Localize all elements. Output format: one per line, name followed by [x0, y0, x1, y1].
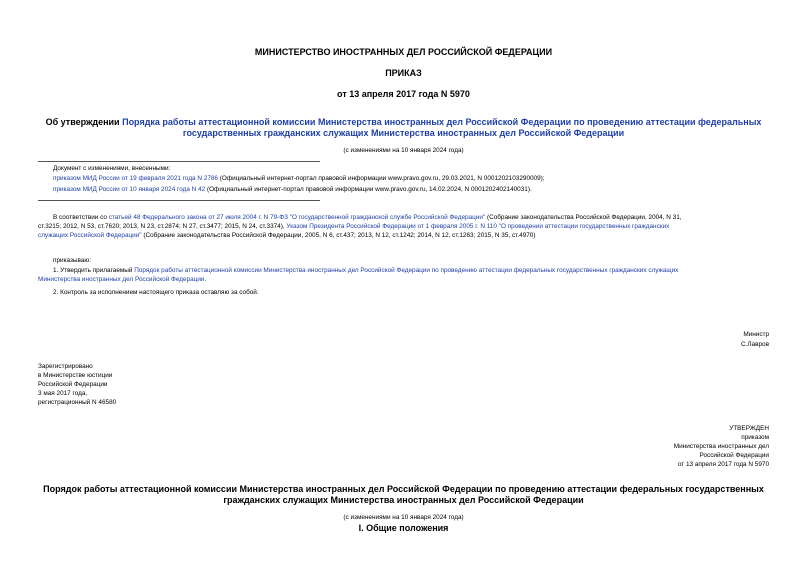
amendment-1-text: (Официальный интернет-портал правовой информации www.pravo.gov.ru, 29.03.2021, N 0001202103290009);	[218, 175, 545, 182]
procedure-link-line2[interactable]: Министерства иностранных дел Российской Федерации	[38, 276, 205, 283]
order-word: приказываю:	[53, 257, 91, 264]
approval-line: Российской Федерации	[699, 452, 769, 459]
registration-block	[38, 362, 116, 407]
amendment-2-link[interactable]: приказом МИД России от 10 января 2024 года N 42	[53, 186, 206, 193]
doc-date-number: от 13 апреля 2017 года N 5970	[337, 89, 470, 99]
amendment-item-1	[53, 174, 545, 183]
approval-line: приказом	[741, 434, 769, 441]
annex-title-line: гражданских служащих Министерства иностранных дел Российской Федерации	[223, 495, 584, 505]
title-prefix: Об утверждении	[45, 117, 123, 127]
amendment-2-text: (Официальный интернет-портал правовой информации www.pravo.gov.ru, 14.02.2024, N 0001202402140031).	[205, 186, 532, 193]
preamble-text-2: (Собрание законодательства Российской Федерации, 2004, N 31,	[485, 214, 682, 221]
doc-type-heading: ПРИКАЗ	[385, 68, 422, 78]
registration-line: регистрационный N 46580	[38, 399, 117, 406]
approval-block	[674, 424, 769, 469]
presidential-decree-link-line2[interactable]: служащих Российской Федерации"	[38, 232, 142, 239]
order-paragraph-2: 2. Контроль за исполнением настоящего приказа оставляю за собой.	[53, 289, 259, 296]
annex-title-line: Порядок работы аттестационной комиссии Министерства иностранных дел Российской Федерации по проведению аттестации федеральных государственных	[43, 484, 764, 494]
order-title	[0, 117, 807, 139]
title-link-line2[interactable]: государственных гражданских служащих Министерства иностранных дел Российской Федерации	[182, 128, 625, 138]
revision-note: (с изменениями на 10 января 2024 года)	[343, 147, 464, 154]
section-heading: I. Общие положения	[358, 523, 449, 533]
divider-bottom	[38, 200, 320, 201]
preamble	[38, 213, 778, 240]
amendment-item-2	[53, 185, 532, 194]
registration-line: 3 мая 2017 года,	[38, 390, 88, 397]
p1-suffix: .	[204, 276, 207, 283]
p1-prefix: 1. Утвердить прилагаемый	[53, 267, 135, 274]
amendments-intro: Документ с изменениями, внесенными:	[53, 165, 171, 172]
amendment-1-link[interactable]: приказом МИД России от 19 февраля 2021 года N 2786	[53, 175, 218, 182]
approval-line: Министерства иностранных дел	[673, 443, 769, 450]
procedure-link[interactable]: Порядок работы аттестационной комиссии Министерства иностранных дел Российской Федерации по проведению аттестации федеральных государственных гражданских служащих	[134, 267, 679, 274]
preamble-text-1: В соответствии со	[53, 214, 109, 221]
annex-title	[0, 484, 807, 506]
registration-line: Зарегистрировано	[38, 363, 93, 370]
preamble-text-3: ст.3215; 2012, N 53, ст.7620; 2013, N 23, ст.2874; N 27, ст.3477; 2015, N 24, ст.3374),	[38, 223, 287, 230]
signature-title: Министр	[743, 331, 769, 338]
divider-top	[38, 161, 320, 162]
federal-law-link[interactable]: статьей 48 Федерального закона от 27 июля 2004 г. N 79-ФЗ "О государственной гражданской службе Российской Федерации"	[108, 214, 486, 221]
presidential-decree-link[interactable]: Указом Президента Российской Федерации от 1 февраля 2005 г. N 110 "О проведении аттестации государственных гражданских	[286, 223, 670, 230]
registration-line: в Министерстве юстиции	[38, 372, 113, 379]
approval-line: от 13 апреля 2017 года N 5970	[677, 461, 769, 468]
ministry-heading: МИНИСТЕРСТВО ИНОСТРАННЫХ ДЕЛ РОССИЙСКОЙ ФЕДЕРАЦИИ	[254, 47, 553, 57]
signature-name: С.Лавров	[740, 341, 769, 348]
title-link[interactable]: Порядка работы аттестационной комиссии Министерства иностранных дел Российской Федерации по проведению аттестации федеральных	[122, 117, 762, 127]
approval-line: УТВЕРЖДЕН	[729, 425, 769, 432]
registration-line: Российской Федерации	[38, 381, 108, 388]
preamble-text-4: (Собрание законодательства Российской Федерации, 2005, N 6, ст.437; 2013, N 12, ст.1242; 2014, N 12, ст.1263; 2015, N 35, ст.4970)	[141, 232, 536, 239]
annex-revision-note: (с изменениями на 10 января 2024 года)	[343, 514, 464, 521]
order-paragraph-1	[38, 266, 778, 284]
